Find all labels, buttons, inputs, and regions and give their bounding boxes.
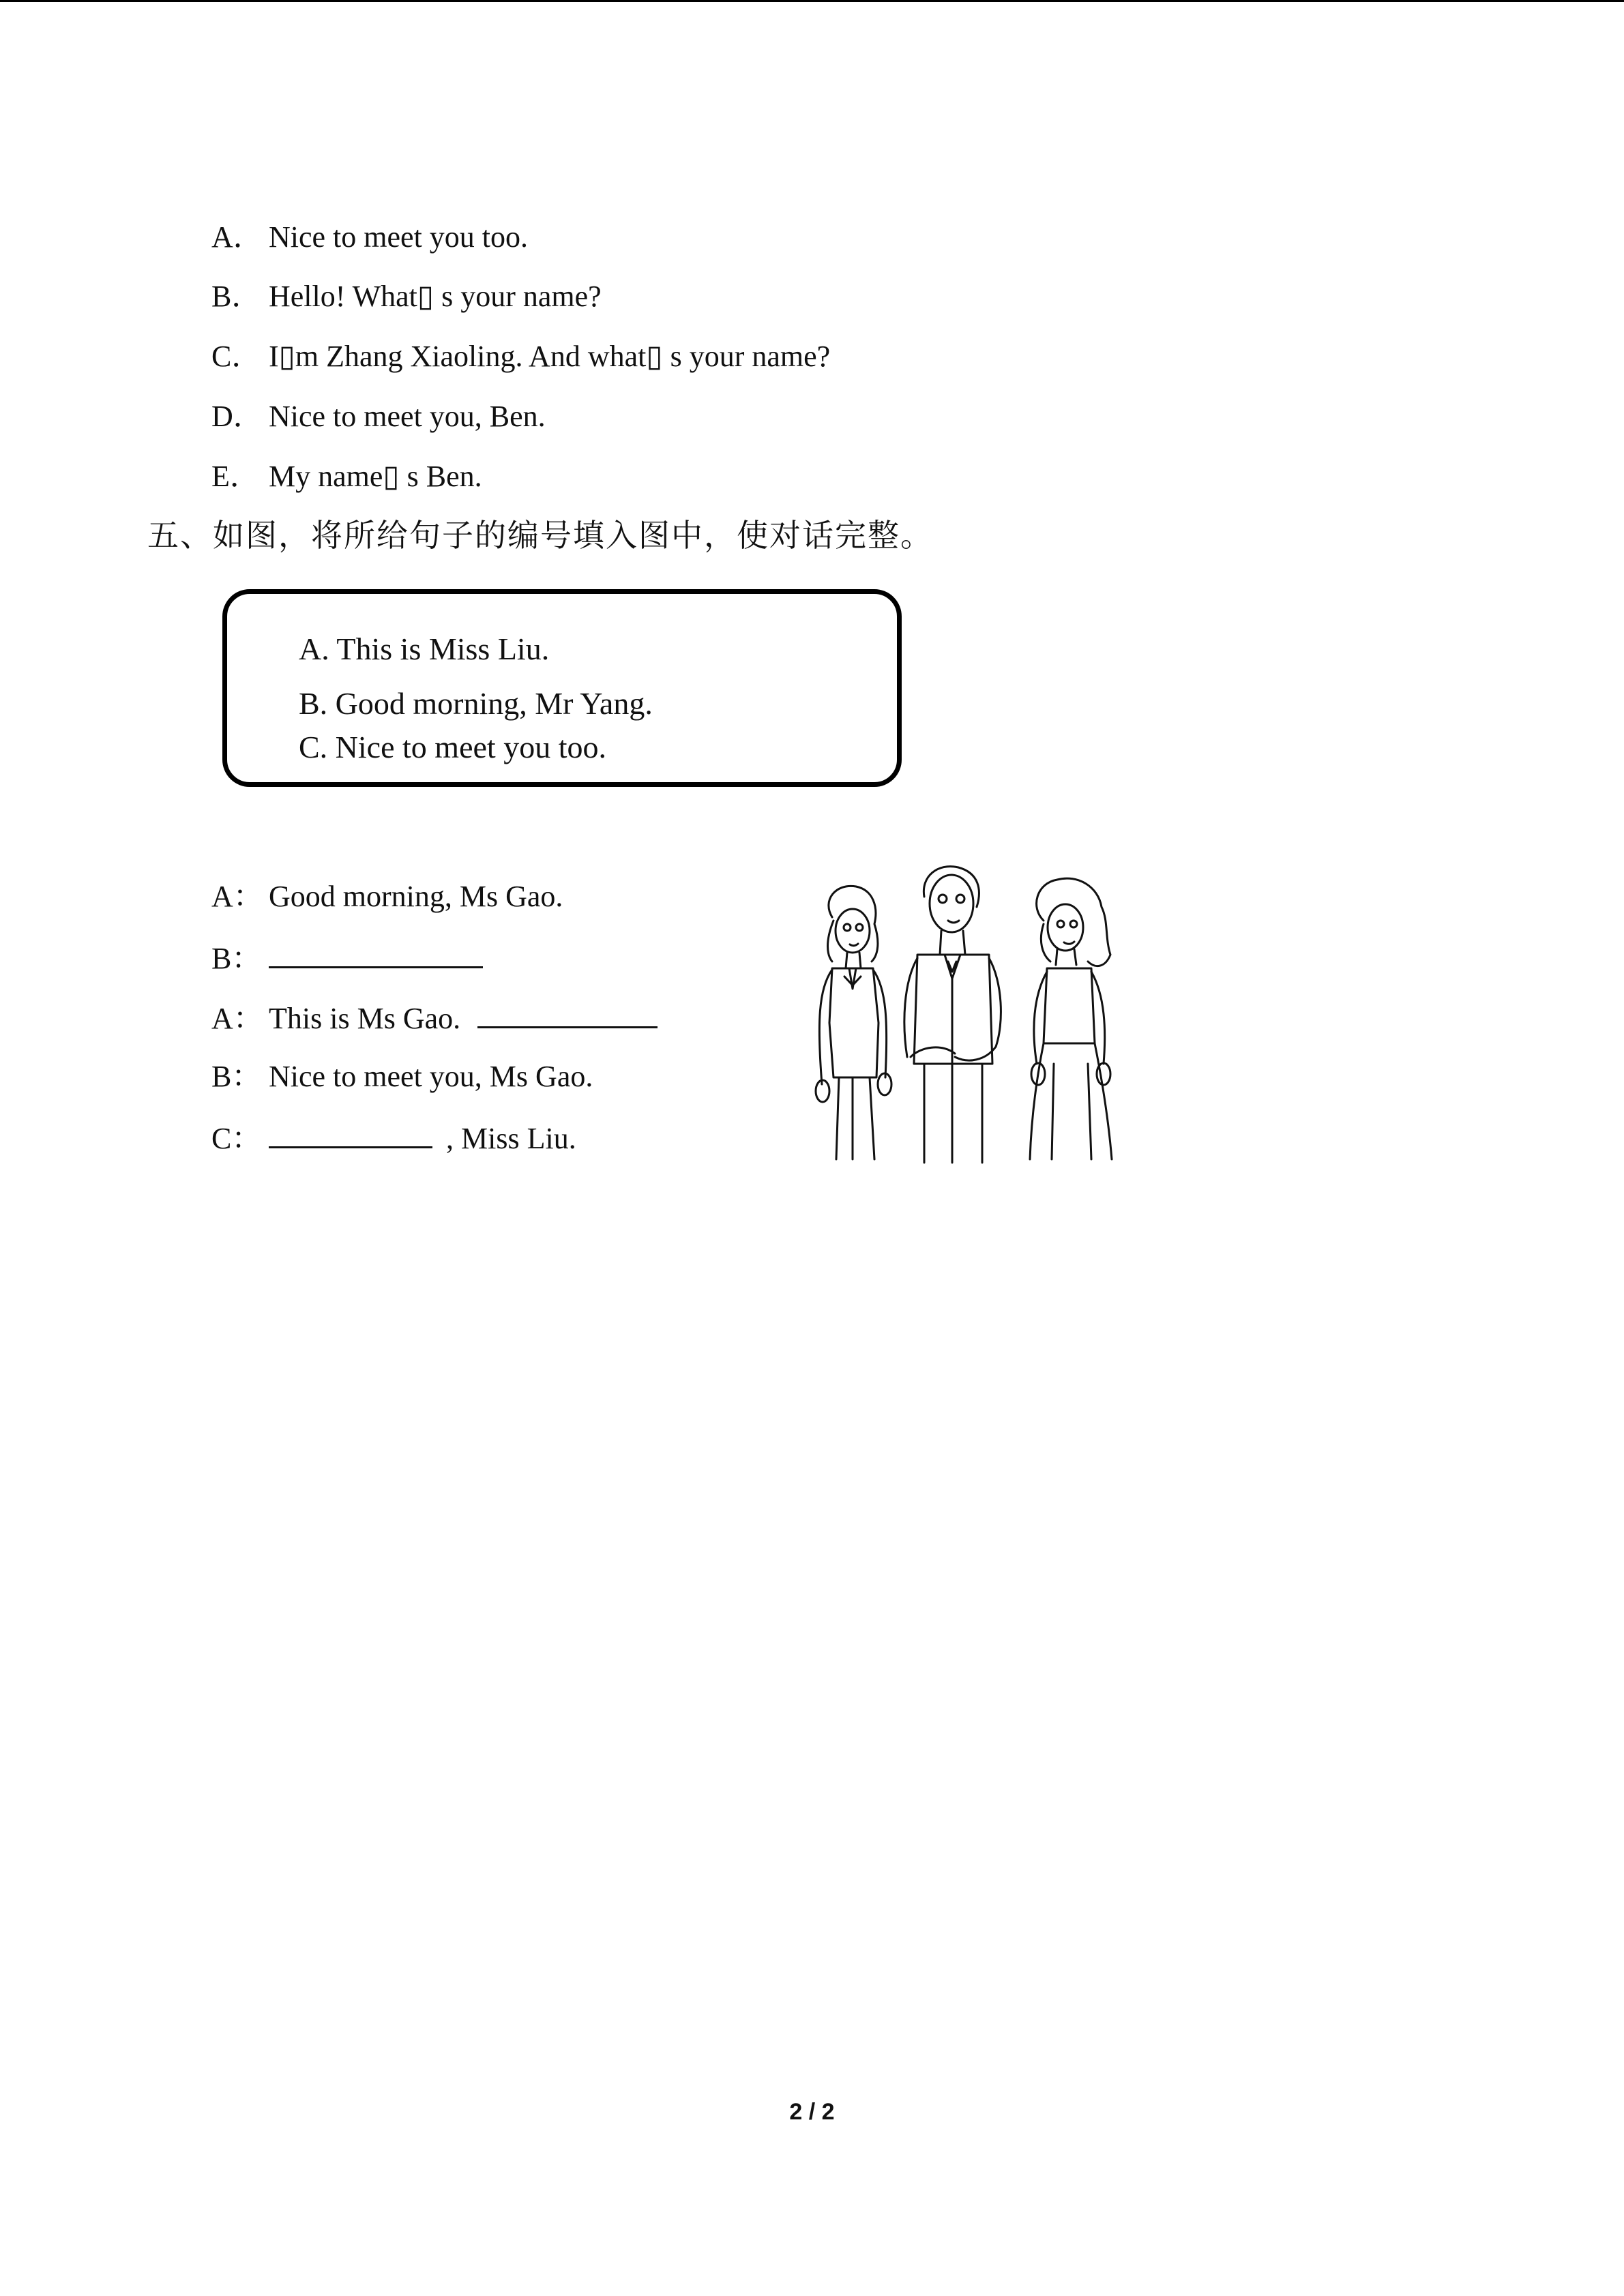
man-figure bbox=[904, 867, 1001, 1163]
option-b: B． Hello! What▯ s your name? bbox=[211, 280, 602, 313]
box-option-b: B. Good morning, Mr Yang. bbox=[299, 686, 653, 721]
option-a: A． Nice to meet you too. bbox=[211, 220, 529, 254]
option-d: D． Nice to meet you, Ben. bbox=[211, 400, 546, 433]
option-c: C． I▯m Zhang Xiaoling. And what▯ s your name? bbox=[211, 340, 831, 373]
three-people-greeting-illustration bbox=[784, 859, 1153, 1166]
box-option-c: C. Nice to meet you too. bbox=[299, 730, 606, 764]
option-e: E． My name▯ s Ben. bbox=[211, 460, 482, 493]
dialogue-line-3: A： This is Ms Gao. bbox=[211, 996, 664, 1039]
woman-figure bbox=[1030, 878, 1112, 1159]
box-option-a: A. This is Miss Liu. bbox=[299, 631, 550, 666]
girl-figure bbox=[816, 886, 891, 1159]
dialogue-line-1: A： Good morning, Ms Gao. bbox=[211, 880, 563, 913]
answer-blank[interactable] bbox=[269, 936, 483, 968]
answer-blank[interactable] bbox=[269, 1116, 432, 1148]
section-5-heading: 五、如图，将所给句子的编号填入图中，使对话完整。 bbox=[147, 517, 933, 554]
page-number: 2 / 2 bbox=[789, 2099, 835, 2125]
page-top-border bbox=[0, 0, 1624, 2]
dialogue-line-4: B： Nice to meet you, Ms Gao. bbox=[211, 1060, 593, 1093]
dialogue-line-2: B： bbox=[211, 936, 490, 979]
dialogue-line-5: C： , Miss Liu. bbox=[211, 1116, 576, 1159]
answer-blank[interactable] bbox=[477, 996, 658, 1028]
